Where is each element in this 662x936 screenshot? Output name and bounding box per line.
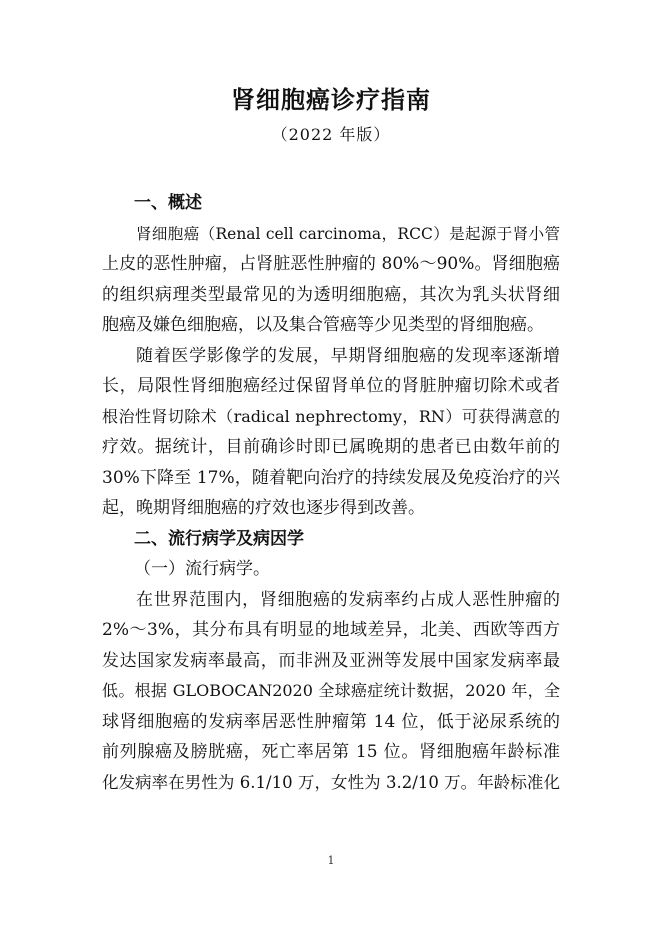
- paragraph: [102, 585, 560, 799]
- text-line: 在世界范围内，肾细胞癌的发病率约占成人恶性肿瘤的: [136, 589, 560, 610]
- text-line: 起，晚期肾细胞癌的疗效也逐步得到改善。: [102, 498, 425, 518]
- text-line: 前列腺癌及膀胱癌，死亡率居第 15 位。肾细胞癌年龄标准: [102, 742, 560, 762]
- paragraph: [102, 341, 560, 524]
- subsection-heading: （一）流行病学。: [134, 559, 270, 579]
- section-heading-epidemiology: 二、流行病学及病因学: [134, 528, 304, 549]
- document-edition: （2022 年版）: [271, 125, 391, 144]
- text-line: 球肾细胞癌的发病率居恶性肿瘤第 14 位，低于泌尿系统的: [102, 711, 560, 732]
- section-heading-overview: 一、概述: [134, 193, 202, 213]
- paragraph: [102, 219, 560, 341]
- text-line: 胞癌及嫌色细胞癌，以及集合管癌等少见类型的肾细胞癌。: [102, 315, 544, 335]
- text-line: 长，局限性肾细胞癌经过保留肾单位的肾脏肿瘤切除术或者: [102, 376, 560, 396]
- text-line: 疗效。据统计，目前确诊时即已属晚期的患者已由数年前的: [102, 437, 560, 457]
- document-body: [102, 188, 560, 798]
- text-line: 2%～3%，其分布具有明显的地域差异，北美、西欧等西方: [102, 620, 560, 640]
- text-line: 根治性肾切除术（radical nephrectomy，RN）可获得满意的: [102, 406, 560, 426]
- text-line: 发达国家发病率最高，而非洲及亚洲等发展中国家发病率最: [102, 650, 560, 671]
- text-line: 低。根据 GLOBOCAN2020 全球癌症统计数据，2020 年，全: [102, 681, 560, 700]
- text-line: 肾细胞癌（Renal cell carcinoma，RCC）是起源于肾小管: [136, 224, 560, 243]
- text-line: 随着医学影像学的发展，早期肾细胞癌的发现率逐渐增: [136, 345, 560, 366]
- text-line: 化发病率在男性为 6.1/10 万，女性为 3.2/10 万。年龄标准化: [102, 772, 560, 792]
- page-number: 1: [327, 854, 335, 867]
- text-line: 上皮的恶性肿瘤，占肾脏恶性肿瘤的 80%～90%。肾细胞癌: [102, 254, 560, 274]
- document-title: 肾细胞癌诊疗指南: [231, 86, 431, 114]
- text-line: 的组织病理类型最常见的为透明细胞癌，其次为乳头状肾细: [102, 284, 560, 305]
- text-line: 30%下降至 17%，随着靶向治疗的持续发展及免疫治疗的兴: [102, 467, 560, 488]
